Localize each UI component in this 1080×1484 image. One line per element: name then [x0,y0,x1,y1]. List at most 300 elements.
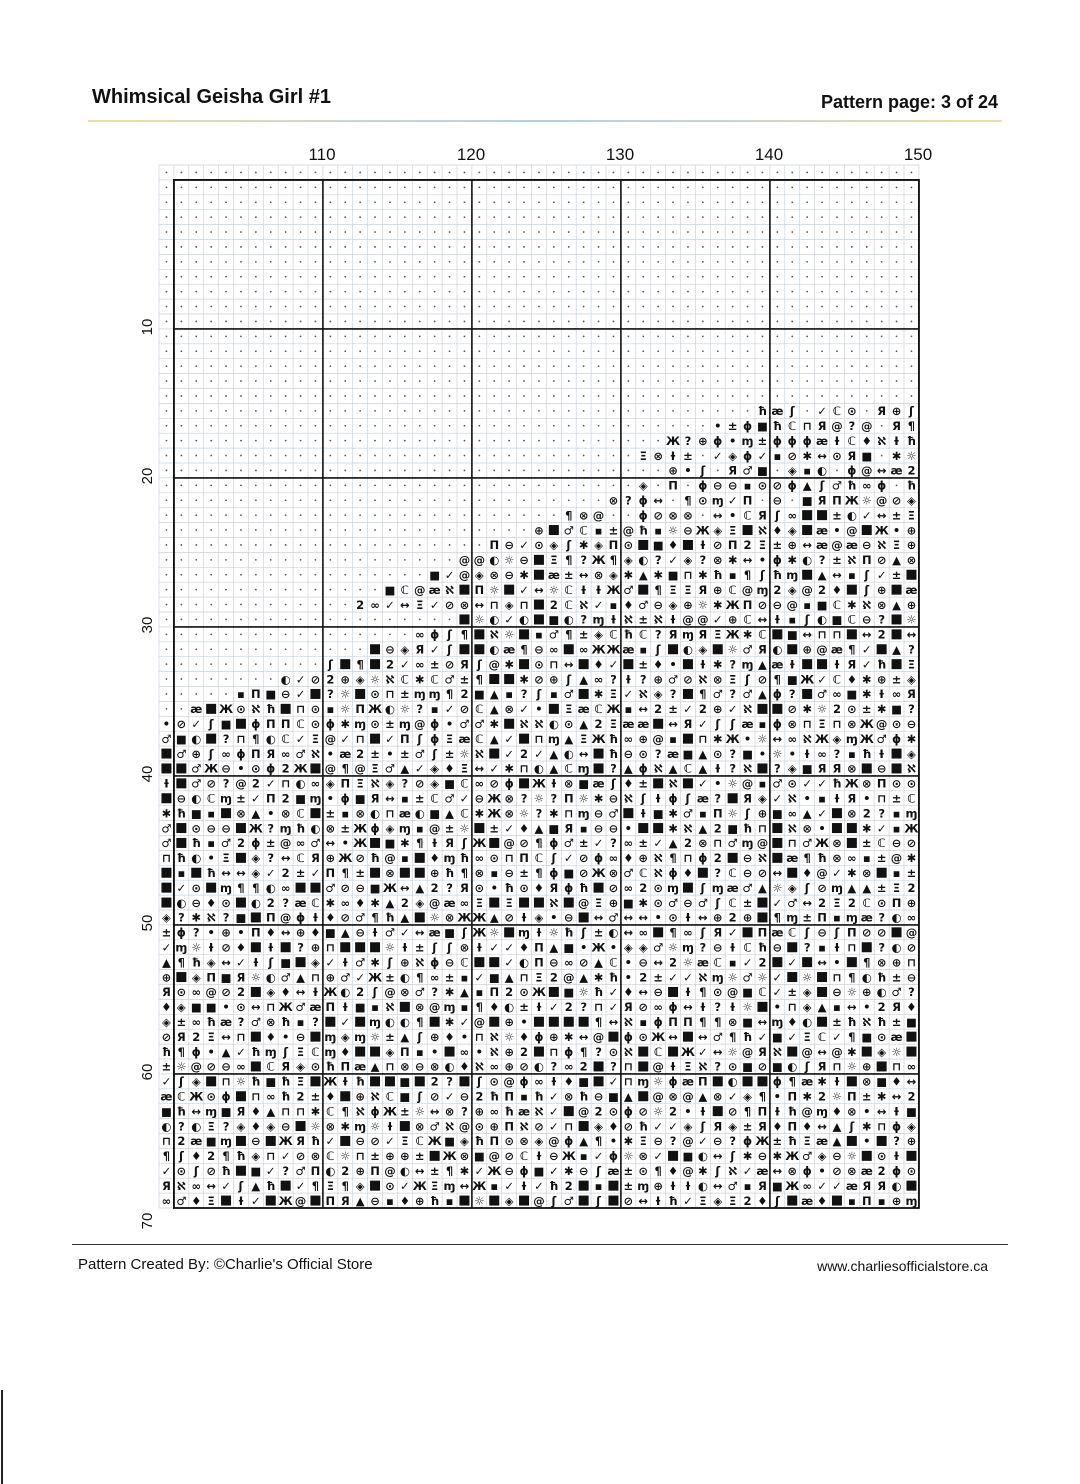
stitch-symbol: Π [817,910,827,925]
empty-cell-dot [225,633,227,635]
empty-cell-dot [776,335,778,337]
filled-cell [206,704,216,714]
stitch-symbol: ⊘ [757,597,768,612]
stitch-symbol: ⊖ [772,940,783,955]
stitch-symbol: ▲ [817,1000,827,1015]
empty-cell-dot [776,395,778,397]
empty-cell-dot [315,380,317,382]
filled-cell [638,1061,648,1071]
stitch-symbol: ◐ [191,731,202,746]
stitch-symbol: ✓ [683,1193,693,1208]
empty-cell-dot [434,365,436,367]
stitch-symbol: ⊗ [832,836,842,851]
stitch-symbol: ⊗ [563,1089,574,1104]
stitch-symbol: ? [312,1014,319,1029]
stitch-symbol: ▪ [400,791,409,806]
empty-cell-dot [493,395,495,397]
empty-cell-dot [329,604,331,606]
empty-cell-dot [404,395,406,397]
stitch-symbol: ɱ [309,791,322,806]
empty-cell-dot [374,499,376,501]
stitch-symbol: ħ [772,567,782,582]
empty-cell-dot [300,544,302,546]
stitch-symbol: ⊖ [653,1134,663,1149]
stitch-symbol: ɱ [756,582,769,597]
stitch-symbol: ♦ [325,1089,336,1104]
stitch-symbol: ¶ [773,672,782,687]
stitch-symbol: ▪ [207,806,216,821]
stitch-symbol: ☼ [757,731,768,746]
empty-cell-dot [374,425,376,427]
empty-cell-dot [359,619,361,621]
stitch-symbol: ɱ [354,716,367,731]
stitch-symbol: ℵ [623,791,633,806]
empty-cell-dot [225,365,227,367]
empty-cell-dot [836,306,838,308]
row-label-10: 10 [139,318,156,336]
stitch-symbol: ◐ [191,791,202,806]
empty-cell-dot [896,321,898,323]
stitch-symbol: ? [878,910,885,925]
empty-cell-dot [374,291,376,293]
empty-cell-dot [538,261,540,263]
empty-cell-dot [300,246,302,248]
stitch-symbol: ∞ [191,985,202,1000]
stitch-symbol: ◈ [355,672,365,687]
stitch-symbol: 2 [251,776,260,791]
empty-cell-dot [389,395,391,397]
stitch-symbol: ▪ [758,776,767,791]
empty-cell-dot [359,172,361,174]
empty-cell-dot [225,529,227,531]
stitch-symbol: æ [458,731,471,746]
stitch-symbol: ± [832,553,842,568]
empty-cell-dot [389,321,391,323]
stitch-symbol: 2 [862,806,871,821]
stitch-symbol: ± [459,672,470,687]
stitch-symbol: ♦ [801,1119,813,1134]
empty-cell-dot [449,410,451,412]
stitch-symbol: ✓ [876,821,887,836]
stitch-symbol: ↔ [832,567,842,582]
empty-cell-dot [598,201,600,203]
empty-cell-dot [806,246,808,248]
empty-cell-dot [195,693,197,695]
stitch-symbol: ∞ [623,836,634,851]
stitch-symbol: ♦ [757,1193,768,1208]
stitch-symbol: ✱ [400,836,410,851]
empty-cell-dot [613,350,615,352]
empty-cell-dot [866,321,868,323]
stitch-symbol: ⊗ [504,806,514,821]
stitch-symbol: ✓ [519,582,529,597]
filled-cell [459,614,469,624]
stitch-symbol: ✓ [698,1044,708,1059]
empty-cell-dot [180,201,182,203]
stitch-symbol: ⊕ [891,404,902,419]
stitch-symbol: ♦ [623,851,634,866]
empty-cell-dot [717,335,719,337]
stitch-symbol: ℂ [475,702,484,717]
empty-cell-dot [642,246,644,248]
empty-cell-dot [240,604,242,606]
stitch-symbol: Ж [472,1178,487,1193]
stitch-symbol: Я [892,418,901,433]
stitch-symbol: ↔ [772,1163,783,1178]
stitch-symbol: • [609,1134,618,1149]
stitch-symbol: ∞ [370,597,380,612]
empty-cell-dot [702,350,704,352]
stitch-symbol: Я [817,761,827,776]
empty-cell-dot [180,172,182,174]
stitch-symbol: ▪ [892,821,901,836]
stitch-symbol: Ж [755,1134,770,1149]
filled-cell [504,719,514,729]
empty-cell-dot [851,276,853,278]
stitch-symbol: ⊓ [802,418,812,433]
empty-cell-dot [598,455,600,457]
stitch-symbol: ♂ [742,642,753,657]
stitch-symbol: ■ [473,687,485,702]
empty-cell-dot [180,589,182,591]
empty-cell-dot [806,321,808,323]
empty-cell-dot [672,321,674,323]
stitch-symbol: Ɨ [536,1149,542,1164]
stitch-symbol: Ξ [356,776,364,791]
stitch-symbol: ⊙ [176,1163,187,1178]
empty-cell-dot [627,201,629,203]
empty-cell-dot [449,350,451,352]
empty-cell-dot [732,261,734,263]
stitch-symbol: ? [729,657,736,672]
stitch-symbol: ◈ [325,776,335,791]
empty-cell-dot [210,529,212,531]
stitch-symbol: ⊕ [429,865,440,880]
stitch-symbol: ? [178,910,185,925]
empty-cell-dot [449,246,451,248]
empty-cell-dot [598,321,600,323]
filled-cell [906,1047,916,1057]
stitch-symbol: ■ [444,776,455,791]
empty-cell-dot [791,380,793,382]
stitch-symbol: ℵ [534,716,544,731]
stitch-symbol: Я [713,1119,723,1134]
stitch-symbol: ʃ [462,836,467,851]
stitch-symbol: Π [876,776,887,791]
stitch-symbol: ⊖ [444,955,455,970]
stitch-symbol: 2 [296,1089,305,1104]
stitch-symbol: ⊓ [817,627,827,642]
empty-cell-dot [747,186,749,188]
stitch-symbol: ■ [861,1029,873,1044]
empty-cell-dot [508,410,510,412]
filled-cell [266,1136,276,1146]
empty-cell-dot [464,261,466,263]
stitch-symbol: ■ [801,761,813,776]
stitch-symbol: æ [220,1014,233,1029]
stitch-symbol: Ж [591,940,606,955]
stitch-symbol: ⊖ [504,1163,514,1178]
stitch-symbol: ⊖ [653,985,663,1000]
stitch-symbol: ☼ [846,1059,858,1074]
stitch-symbol: Π [891,895,902,910]
stitch-symbol: ⊘ [489,776,500,791]
stitch-symbol: ⊖ [608,821,619,836]
empty-cell-dot [270,529,272,531]
stitch-symbol: ɱ [413,687,426,702]
stitch-symbol: ⊙ [608,1104,619,1119]
stitch-symbol: ⊖ [593,806,604,821]
stitch-symbol: ⊓ [832,970,842,985]
stitch-symbol: ⊙ [906,1163,917,1178]
empty-cell-dot [225,380,227,382]
stitch-symbol: Ж [874,523,889,538]
stitch-symbol: • [818,1163,826,1178]
stitch-symbol: ♂ [161,821,172,836]
empty-cell-dot [374,395,376,397]
stitch-symbol: ☼ [772,880,783,895]
empty-cell-dot [493,365,495,367]
stitch-symbol: ■ [235,910,247,925]
stitch-symbol: Π [489,985,500,1000]
filled-cell [534,570,544,580]
stitch-symbol: ◈ [877,1044,887,1059]
stitch-symbol: 2 [818,582,827,597]
empty-cell-dot [344,574,346,576]
empty-cell-dot [881,321,883,323]
stitch-symbol: ± [563,567,574,582]
stitch-symbol: ħ [608,970,618,985]
empty-cell-dot [836,276,838,278]
empty-cell-dot [821,395,823,397]
empty-cell-dot [583,365,585,367]
stitch-symbol: ♂ [742,463,753,478]
stitch-symbol: ◈ [594,538,603,553]
filled-cell [370,838,380,848]
stitch-symbol: • [207,925,215,940]
stitch-symbol: æ [801,1193,814,1208]
stitch-symbol: ∞ [817,746,827,761]
column-label-120: 120 [456,145,486,164]
stitch-symbol: ⊙ [727,1059,738,1074]
stitch-symbol: Ɨ [670,448,676,463]
stitch-symbol: • [863,1000,871,1015]
stitch-symbol: ϕ [891,731,902,746]
stitch-symbol: ✓ [504,612,514,627]
empty-cell-dot [240,559,242,561]
stitch-symbol: ⊓ [802,716,812,731]
empty-cell-dot [329,335,331,337]
stitch-symbol: ⊙ [623,538,634,553]
stitch-symbol: ¶ [341,761,349,776]
empty-cell-dot [344,425,346,427]
empty-cell-dot [732,172,734,174]
filled-cell [564,898,574,908]
empty-cell-dot [300,663,302,665]
stitch-symbol: ∞ [891,687,902,702]
stitch-symbol: ↔ [817,955,827,970]
empty-cell-dot [583,410,585,412]
empty-cell-dot [404,172,406,174]
stitch-symbol: ✓ [727,493,738,508]
stitch-symbol: ⊗ [787,716,798,731]
stitch-symbol: ✓ [757,1029,768,1044]
empty-cell-dot [344,440,346,442]
stitch-symbol: ✱ [727,553,738,568]
empty-cell-dot [821,231,823,233]
filled-cell [340,1136,350,1146]
empty-cell-dot [180,648,182,650]
empty-cell-dot [389,455,391,457]
stitch-symbol: ✓ [400,925,410,940]
stitch-symbol: ■ [682,746,694,761]
empty-cell-dot [642,276,644,278]
empty-cell-dot [359,335,361,337]
stitch-symbol: ♦ [518,821,530,836]
stitch-symbol: ◐ [563,746,574,761]
empty-cell-dot [300,604,302,606]
empty-cell-dot [225,172,227,174]
stitch-symbol: • [222,1000,230,1015]
stitch-symbol: ♦ [250,1104,262,1119]
empty-cell-dot [478,186,480,188]
stitch-symbol: ♂ [712,1029,723,1044]
stitch-symbol: ☼ [235,1074,247,1089]
stitch-symbol: ⊖ [861,612,872,627]
empty-cell-dot [285,544,287,546]
empty-cell-dot [449,261,451,263]
empty-cell-dot [255,335,257,337]
empty-cell-dot [776,261,778,263]
empty-cell-dot [210,633,212,635]
stitch-symbol: ℵ [802,731,812,746]
stitch-symbol: ⊖ [176,791,187,806]
stitch-symbol: @ [622,523,635,538]
empty-cell-dot [851,365,853,367]
stitch-symbol: ℂ [728,895,737,910]
stitch-symbol: ⊖ [504,865,514,880]
stitch-symbol: ⊘ [370,1134,380,1149]
empty-cell-dot [166,604,168,606]
empty-cell-dot [598,440,600,442]
stitch-symbol: ◐ [265,731,276,746]
empty-cell-dot [225,663,227,665]
stitch-symbol: ϕ [549,836,559,851]
empty-cell-dot [762,201,764,203]
stitch-symbol: ⊖ [891,836,902,851]
stitch-symbol: Ξ [639,448,647,463]
stitch-symbol: ■ [742,985,753,1000]
empty-cell-dot [657,231,659,233]
stitch-symbol: ◐ [489,612,500,627]
empty-cell-dot [672,350,674,352]
empty-cell-dot [478,529,480,531]
stitch-symbol: ¶ [803,851,811,866]
filled-cell [757,898,767,908]
filled-cell [713,1106,723,1116]
stitch-symbol: ɱ [681,627,694,642]
empty-cell-dot [359,231,361,233]
filled-cell [653,927,663,937]
filled-cell [355,1017,365,1027]
empty-cell-dot [240,395,242,397]
stitch-symbol: ⊙ [191,821,202,836]
empty-cell-dot [270,172,272,174]
stitch-symbol: Ɨ [804,746,810,761]
stitch-symbol: ± [161,1059,172,1074]
stitch-symbol: ∞ [906,1059,917,1074]
empty-cell-dot [464,350,466,352]
stitch-symbol: ℵ [251,702,261,717]
empty-cell-dot [657,440,659,442]
stitch-symbol: ħ [549,1178,559,1193]
empty-cell-dot [166,484,168,486]
empty-cell-dot [523,291,525,293]
stitch-symbol: ◐ [727,1074,738,1089]
stitch-symbol: Я [162,985,171,1000]
stitch-symbol: ± [385,716,395,731]
stitch-symbol: ħ [817,851,827,866]
stitch-symbol: ☼ [489,582,500,597]
stitch-symbol: ⊘ [608,880,619,895]
stitch-symbol: ▪ [415,821,424,836]
stitch-symbol: ? [416,702,424,717]
filled-cell [236,719,246,729]
stitch-symbol: ɱ [637,1074,650,1089]
stitch-symbol: æ [622,716,635,731]
stitch-symbol: ɱ [443,851,456,866]
filled-cell [802,570,812,580]
empty-cell-dot [180,395,182,397]
footer-website[interactable]: www.charliesofficialstore.ca [817,1258,988,1274]
stitch-symbol: ▪ [535,627,543,642]
stitch-symbol: ☼ [906,448,917,463]
stitch-symbol: ⊘ [906,836,917,851]
empty-cell-dot [225,559,227,561]
stitch-symbol: ɱ [398,716,411,731]
empty-cell-dot [672,306,674,308]
empty-cell-dot [464,231,466,233]
stitch-symbol: @ [682,1134,694,1149]
stitch-symbol: ◐ [280,672,291,687]
stitch-symbol: • [624,955,633,970]
stitch-symbol: ◐ [250,895,261,910]
stitch-symbol: ? [267,851,275,866]
stitch-symbol: ± [578,836,589,851]
filled-cell [296,1121,306,1131]
stitch-symbol: ⊕ [355,1089,365,1104]
stitch-symbol: Я [176,1029,186,1044]
stitch-symbol: ♦ [310,925,321,940]
empty-cell-dot [627,186,629,188]
stitch-symbol: ? [654,746,662,761]
empty-cell-dot [315,514,317,516]
stitch-symbol: ♦ [593,657,604,672]
stitch-symbol: ♦ [235,940,247,955]
stitch-symbol: ✓ [474,1163,485,1178]
empty-cell-dot [642,216,644,218]
stitch-symbol: ϕ [772,716,782,731]
empty-cell-dot [478,306,480,308]
stitch-symbol: Ж [531,776,546,791]
empty-cell-dot [329,529,331,531]
empty-cell-dot [851,395,853,397]
empty-cell-dot [911,231,913,233]
empty-cell-dot [240,321,242,323]
stitch-symbol: ∞ [489,1104,500,1119]
stitch-symbol: ħ [877,657,887,672]
empty-cell-dot [478,231,480,233]
